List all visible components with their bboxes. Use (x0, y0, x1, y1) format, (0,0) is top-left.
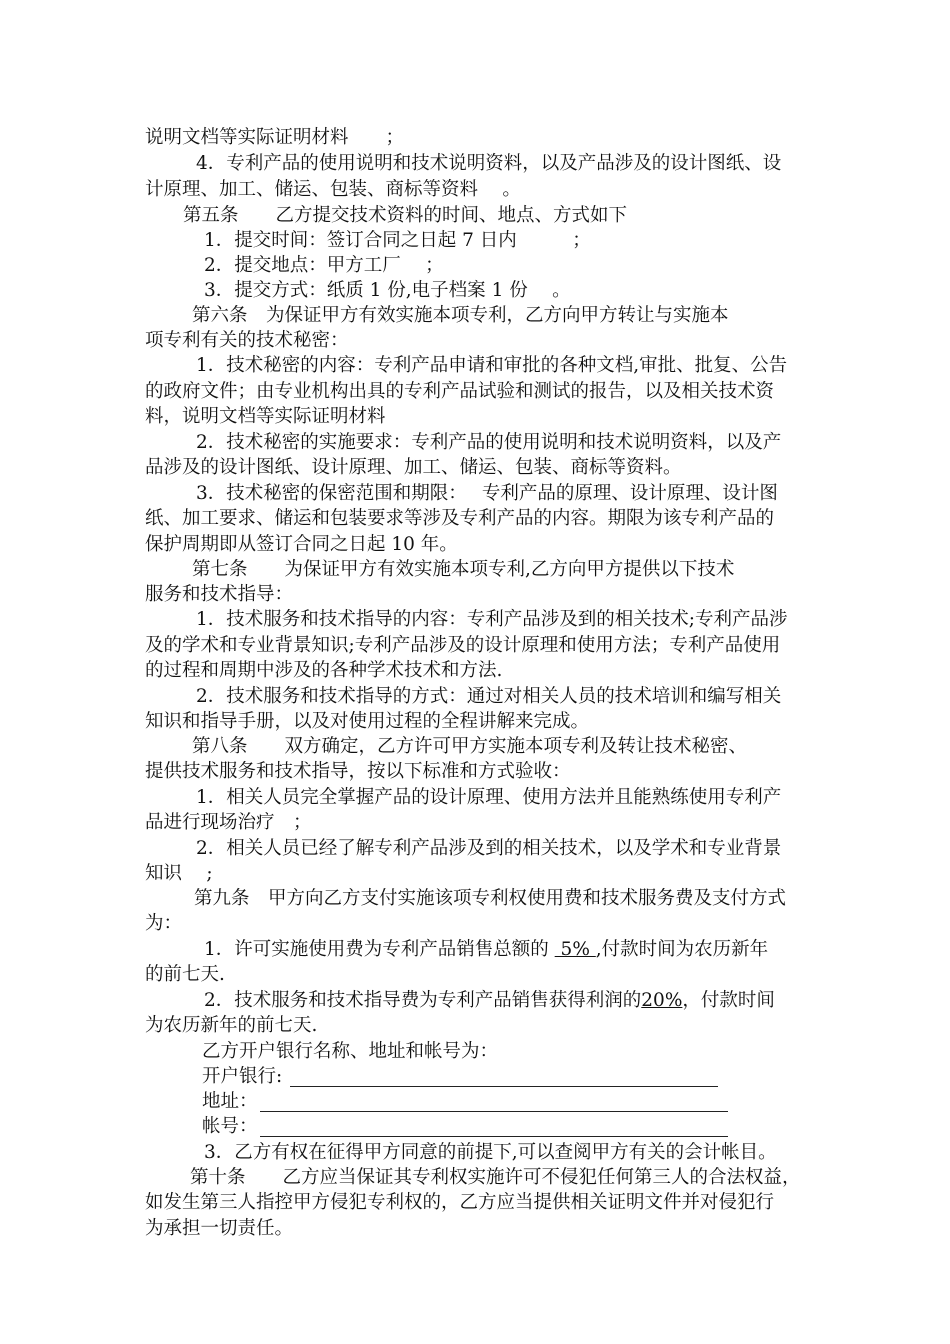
text-line: 3．技术秘密的保密范围和期限： 专利产品的原理、设计原理、设计图 (196, 483, 778, 504)
text-line: 料，说明文档等实际证明材料 (145, 406, 386, 427)
text-line: 提供技术服务和技术指导，按以下标准和方式验收： (145, 761, 571, 782)
text-line: 的过程和周期中涉及的各种学术技术和方法. (145, 660, 503, 681)
text-line: 2．相关人员已经了解专利产品涉及到的相关技术，以及学术和专业背景 (196, 838, 782, 859)
account-number-label: 帐号： (202, 1116, 258, 1137)
payment-item-2 (204, 988, 775, 1014)
text-line: 如发生第三人指控甲方侵犯专利权的，乙方应当提供相关证明文件并对侵犯行 (145, 1192, 775, 1213)
payment-item-2-prefix: 2．技术服务和技术指导费为专利产品销售获得利润的 (204, 990, 642, 1011)
text-line: 3．乙方有权在征得甲方同意的前提下,可以查阅甲方有关的会计帐目。 (204, 1142, 777, 1163)
text-line: 4．专利产品的使用说明和技术说明资料，以及产品涉及的设计图纸、设 (196, 153, 782, 174)
article-heading: 第十条 乙方应当保证其专利权实施许可不侵犯任何第三人的合法权益， (190, 1167, 801, 1188)
text-line: 2．技术服务和技术指导的方式：通过对相关人员的技术培训和编写相关 (196, 686, 782, 707)
text-line: 3．提交方式：纸质 1 份,电子档案 1 份 。 (204, 280, 571, 301)
payment-item-1-suffix: ,付款时间为农历新年 (595, 939, 769, 960)
payment-item-1 (204, 937, 768, 963)
bank-address-field[interactable] (260, 1111, 728, 1112)
bank-address-label: 地址： (202, 1091, 258, 1112)
text-line: 的政府文件；由专业机构出具的专利产品试验和测试的报告，以及相关技术资 (145, 381, 775, 402)
text-line: 1．相关人员完全掌握产品的设计原理、使用方法并且能熟练使用专利产 (196, 787, 782, 808)
account-number-field[interactable] (260, 1136, 728, 1137)
text-line: 服务和技术指导： (145, 584, 294, 605)
text-line: 为承担一切责任。 (145, 1218, 294, 1239)
text-line: 2．提交地点：甲方工厂 ； (204, 255, 444, 276)
text-line: 1．提交时间：签订合同之日起 7 日内 ； (204, 230, 591, 251)
text-line: 项专利有关的技术秘密： (145, 330, 349, 351)
bank-name-field[interactable] (290, 1086, 718, 1087)
text-line: 及的学术和专业背景知识;专利产品涉及的设计原理和使用方法；专利产品使用 (145, 635, 781, 656)
text-line: 知识和指导手册，以及对使用过程的全程讲解来完成。 (145, 711, 590, 732)
article-heading: 第八条 双方确定，乙方许可甲方实施本项专利及转让技术秘密、 (192, 736, 748, 757)
text-line: 纸、加工要求、储运和包装要求等涉及专利产品的内容。期限为该专利产品的 (145, 508, 775, 529)
text-line: 保护周期即从签订合同之日起 10 年。 (145, 534, 458, 555)
text-line: 的前七天. (145, 964, 225, 985)
article-heading: 第七条 为保证甲方有效实施本项专利,乙方向甲方提供以下技术 (192, 559, 735, 580)
text-line: 计原理、加工、储运、包装、商标等资料 。 (145, 179, 521, 200)
service-fee-rate: 20% (641, 990, 683, 1011)
bank-name-label: 开户银行: (202, 1066, 283, 1087)
article-heading: 第九条 甲方向乙方支付实施该项专利权使用费和技术服务费及支付方式 (194, 888, 787, 909)
text-line: 说明文档等实际证明材料 ； (145, 127, 405, 148)
text-line: 知识 ; (145, 863, 213, 884)
payment-item-2-suffix: ，付款时间 (682, 990, 775, 1011)
text-line: 为农历新年的前七天. (145, 1015, 318, 1036)
text-line: 乙方开户银行名称、地址和帐号为： (202, 1041, 499, 1062)
text-line: 2．技术秘密的实施要求：专利产品的使用说明和技术说明资料，以及产 (196, 432, 782, 453)
text-line: 品进行现场治疗 ； (145, 812, 312, 833)
text-line: 1．技术秘密的内容：专利产品申请和审批的各种文档,审批、批复、公告 (196, 355, 788, 376)
article-heading: 第六条 为保证甲方有效实施本项专利，乙方向甲方转让与实施本 (192, 305, 729, 326)
text-line: 1．技术服务和技术指导的内容：专利产品涉及到的相关技术;专利产品涉 (196, 609, 788, 630)
text-line: 为： (145, 913, 183, 934)
text-line: 品涉及的设计图纸、设计原理、加工、储运、包装、商标等资料。 (145, 457, 682, 478)
article-heading: 第五条 乙方提交技术资料的时间、地点、方式如下 (183, 205, 628, 226)
payment-item-1-prefix: 1．许可实施使用费为专利产品销售总额的 (204, 939, 549, 960)
license-fee-rate: 5% (554, 939, 596, 960)
